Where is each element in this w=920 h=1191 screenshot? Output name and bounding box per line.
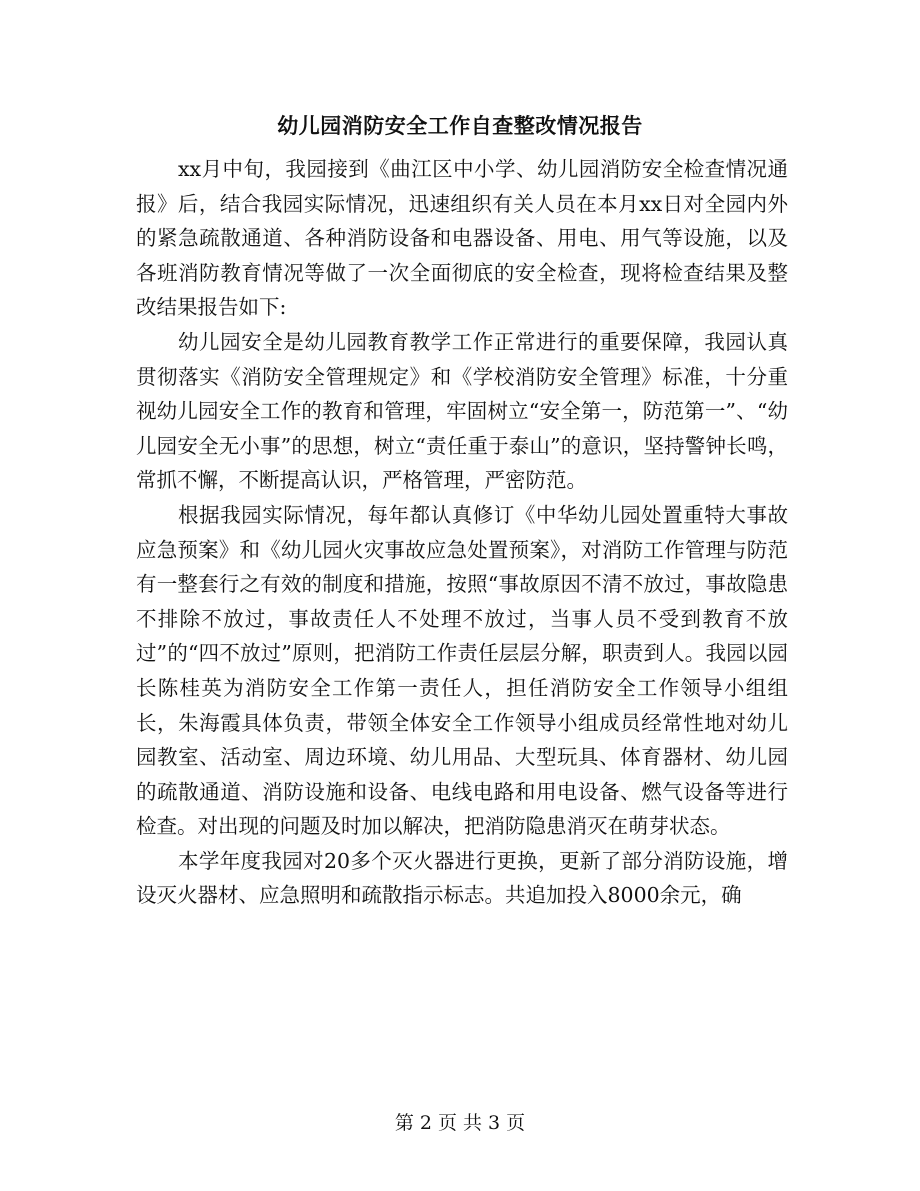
document-body	[136, 152, 788, 913]
paragraph-2: 幼儿园安全是幼儿园教育教学工作正常进行的重要保障，我园认真贯彻落实《消防安全管理规定》和《学校消防安全管理》标准，十分重视幼儿园安全工作的教育和管理，牢固树立“安全第一，防范第一”、“幼儿园安全无小事”的思想，树立“责任重于泰山”的意识，坚持警钟长鸣，常抓不懈，不断提高认识，严格管理，严密防范。	[136, 329, 788, 493]
page-footer: 第 2 页 共 3 页	[394, 1112, 526, 1134]
document-title: 幼儿园消防安全工作自查整改情况报告	[277, 113, 643, 138]
paragraph-3: 根据我园实际情况，每年都认真修订《中华幼儿园处置重特大事故应急预案》和《幼儿园火灾事故应急处置预案》，对消防工作管理与防范有一整套行之有效的制度和措施，按照“事故原因不清不放过，事故隐患不排除不放过，事故责任人不处理不放过，当事人员不受到教育不放过”的“四不放过”原则，把消防工作责任层层分解，职责到人。我园以园长陈桂英为消防安全工作第一责任人，担任消防安全工作领导小组组长，朱海霞具体负责，带领全体安全工作领导小组成员经常性地对幼儿园教室、活动室、周边环境、幼儿用品、大型玩具、体育器材、幼儿园的疏散通道、消防设施和设备、电线电路和用电设备、燃气设备等进行检查。对出现的问题及时加以解决，把消防隐患消灭在萌芽状态。	[136, 502, 788, 839]
paragraph-4: 本学年度我园对20多个灭火器进行更换，更新了部分消防设施，增设灭火器材、应急照明和疏散指示标志。共追加投入8000余元，确	[136, 848, 788, 908]
paragraph-1: xx月中旬，我园接到《曲江区中小学、幼儿园消防安全检查情况通报》后，结合我园实际情况，迅速组织有关人员在本月xx日对全园内外的紧急疏散通道、各种消防设备和电器设备、用电、用气等设施，以及各班消防教育情况等做了一次全面彻底的安全检查，现将检查结果及整改结果报告如下:	[136, 157, 788, 320]
